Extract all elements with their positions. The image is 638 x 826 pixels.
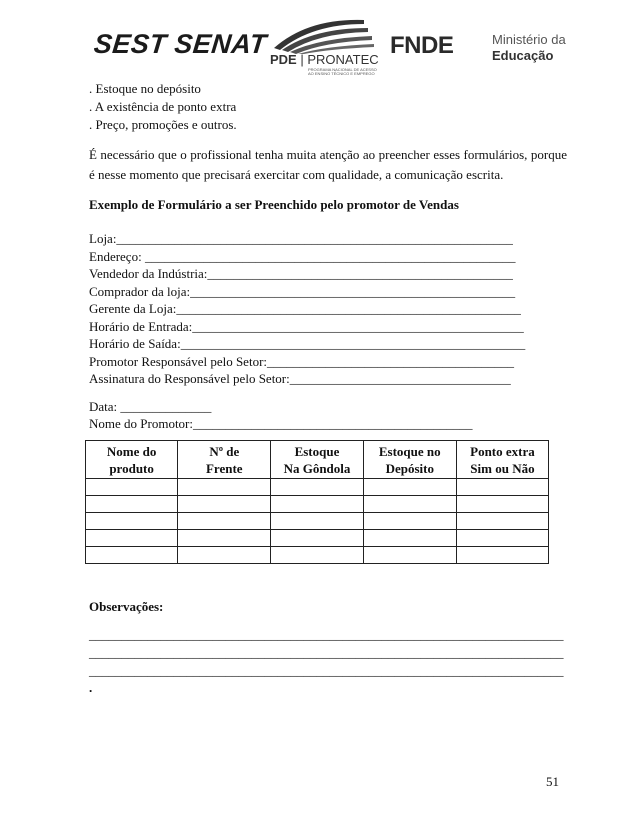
table-cell[interactable] (178, 547, 271, 564)
form-field-assinatura: Assinatura do Responsável pelo Setor:__________________________________ (89, 371, 511, 386)
table-cell[interactable] (456, 496, 548, 513)
observation-line: _________________________________________________________________________ (89, 663, 564, 678)
form-heading: Exemplo de Formulário a ser Preenchido pelo promotor de Vendas (89, 197, 459, 212)
table-cell[interactable] (271, 496, 363, 513)
table-cell[interactable] (456, 513, 548, 530)
fnde-logo: FNDE (390, 32, 454, 59)
table-cell[interactable] (86, 513, 178, 530)
table-cell[interactable] (178, 530, 271, 547)
table-cell[interactable] (363, 547, 456, 564)
table-cell[interactable] (178, 479, 271, 496)
table-cell[interactable] (178, 513, 271, 530)
table-cell[interactable] (86, 547, 178, 564)
table-cell[interactable] (271, 547, 363, 564)
trailing-dot: . (89, 680, 93, 695)
table-cell[interactable] (363, 479, 456, 496)
body-paragraph: É necessário que o profissional tenha muita atenção ao preencher esses formulários, porque é nesse momento que precisará exercitar com qualidade, a comunicação escrita. (89, 147, 567, 182)
table-row (86, 513, 549, 530)
col-header-ponto-extra: Ponto extra Sim ou Não (456, 441, 548, 479)
product-table (85, 440, 549, 564)
table-cell[interactable] (86, 496, 178, 513)
promoter-name-field: Nome do Promotor:___________________________________________ (89, 416, 473, 431)
mec-line-1: Ministério da (492, 32, 566, 47)
bullet-item: . Preço, promoções e outros. (89, 117, 237, 132)
table-row (86, 547, 549, 564)
header-logos (0, 0, 638, 76)
pronatec-label: PRONATEC (307, 52, 379, 67)
date-field: Data: ______________ (89, 399, 212, 414)
observation-line: _________________________________________________________________________ (89, 627, 564, 642)
form-field-comprador: Comprador da loja:__________________________________________________ (89, 284, 516, 299)
form-field-saida: Horário de Saída:_____________________________________________________ (89, 336, 526, 351)
table-cell[interactable] (456, 530, 548, 547)
table-cell[interactable] (271, 513, 363, 530)
observations-label: Observações: (89, 599, 164, 614)
mec-line-2: Educação (492, 48, 554, 63)
table-cell[interactable] (86, 530, 178, 547)
form-field-promotor-setor: Promotor Responsável pelo Setor:______________________________________ (89, 354, 515, 369)
pronatec-tagline: PROGRAMA NACIONAL DE ACESSO AO ENSINO TÉCNICO E EMPREGO (308, 67, 377, 76)
form-field-entrada: Horário de Entrada:___________________________________________________ (89, 319, 524, 334)
table-cell[interactable] (86, 479, 178, 496)
observation-line: _________________________________________________________________________ (89, 645, 564, 660)
table-row (86, 530, 549, 547)
form-field-loja: Loja:_____________________________________________________________ (89, 231, 513, 246)
col-header-nome-produto: Nome do produto (86, 441, 178, 479)
pronatec-swoosh-icon (268, 14, 378, 54)
table-cell[interactable] (363, 513, 456, 530)
page-number: 51 (546, 774, 559, 789)
bullet-item: . Estoque no depósito (89, 81, 201, 96)
sest-senat-logo: SEST SENAT (92, 29, 269, 59)
col-header-estoque-deposito: Estoque no Depósito (363, 441, 456, 479)
col-header-n-frente: Nº de Frente (178, 441, 271, 479)
pde-label: PDE (270, 52, 297, 67)
table-cell[interactable] (271, 530, 363, 547)
table-cell[interactable] (178, 496, 271, 513)
table-cell[interactable] (456, 479, 548, 496)
col-header-estoque-gondola: Estoque Na Gôndola (271, 441, 363, 479)
pronatec-logo: PDE | PRONATEC PROGRAMA NACIONAL DE ACESSO AO ENSINO TÉCNICO E EMPREGO (268, 14, 378, 76)
table-row (86, 496, 549, 513)
table-cell[interactable] (271, 479, 363, 496)
table-row (86, 479, 549, 496)
form-field-endereco: Endereço: _________________________________________________________ (89, 249, 516, 264)
table-header-row (86, 441, 549, 479)
bullet-item: . A existência de ponto extra (89, 99, 237, 114)
table-cell[interactable] (363, 530, 456, 547)
form-field-vendedor: Vendedor da Indústria:_______________________________________________ (89, 266, 513, 281)
table-cell[interactable] (363, 496, 456, 513)
ministerio-educacao-logo (492, 32, 566, 64)
table-cell[interactable] (456, 547, 548, 564)
form-field-gerente: Gerente da Loja:_____________________________________________________ (89, 301, 521, 316)
